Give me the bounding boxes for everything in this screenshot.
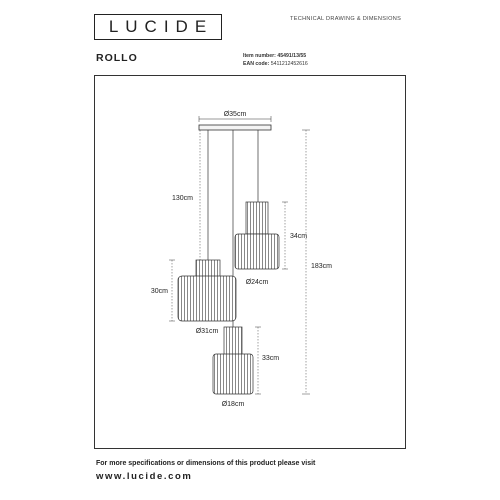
shade-bottom-height-dimension [255, 327, 261, 394]
footer-url[interactable]: www.lucide.com [96, 471, 193, 482]
shade-bottom-height-label: 33cm [262, 355, 280, 362]
shade-bottom [213, 327, 253, 394]
shade-right-height-dimension [282, 202, 288, 269]
ceiling-canopy [199, 125, 271, 130]
item-number-label: Item number: [243, 53, 276, 59]
shade-right-height-label: 34cm [290, 233, 308, 240]
brand-logo: LUCIDE [94, 14, 222, 40]
product-name: ROLLO [96, 52, 138, 64]
shade-right [235, 202, 279, 269]
shade-left-diameter-label: Ø31cm [195, 328, 219, 335]
ean-value: 5411212452616 [270, 61, 308, 67]
total-height-dimension [302, 130, 310, 394]
shade-right-diameter-label: Ø24cm [245, 279, 269, 286]
shade-bottom-diameter-label: Ø18cm [221, 401, 245, 408]
canopy-diameter-label: Ø35cm [223, 111, 247, 118]
cable-length-label: 130cm [171, 195, 193, 202]
ean-label: EAN code: [243, 61, 270, 67]
shade-left-height-label: 30cm [150, 288, 168, 295]
total-height-label: 183cm [311, 263, 333, 270]
shade-left-height-dimension [169, 260, 175, 321]
item-number-value: 45491/13/55 [277, 53, 307, 59]
footer-note: For more specifications or dimensions of this product please visit [96, 460, 316, 467]
document-type: TECHNICAL DRAWING & DIMENSIONS [290, 16, 402, 22]
shade-left [178, 260, 236, 321]
